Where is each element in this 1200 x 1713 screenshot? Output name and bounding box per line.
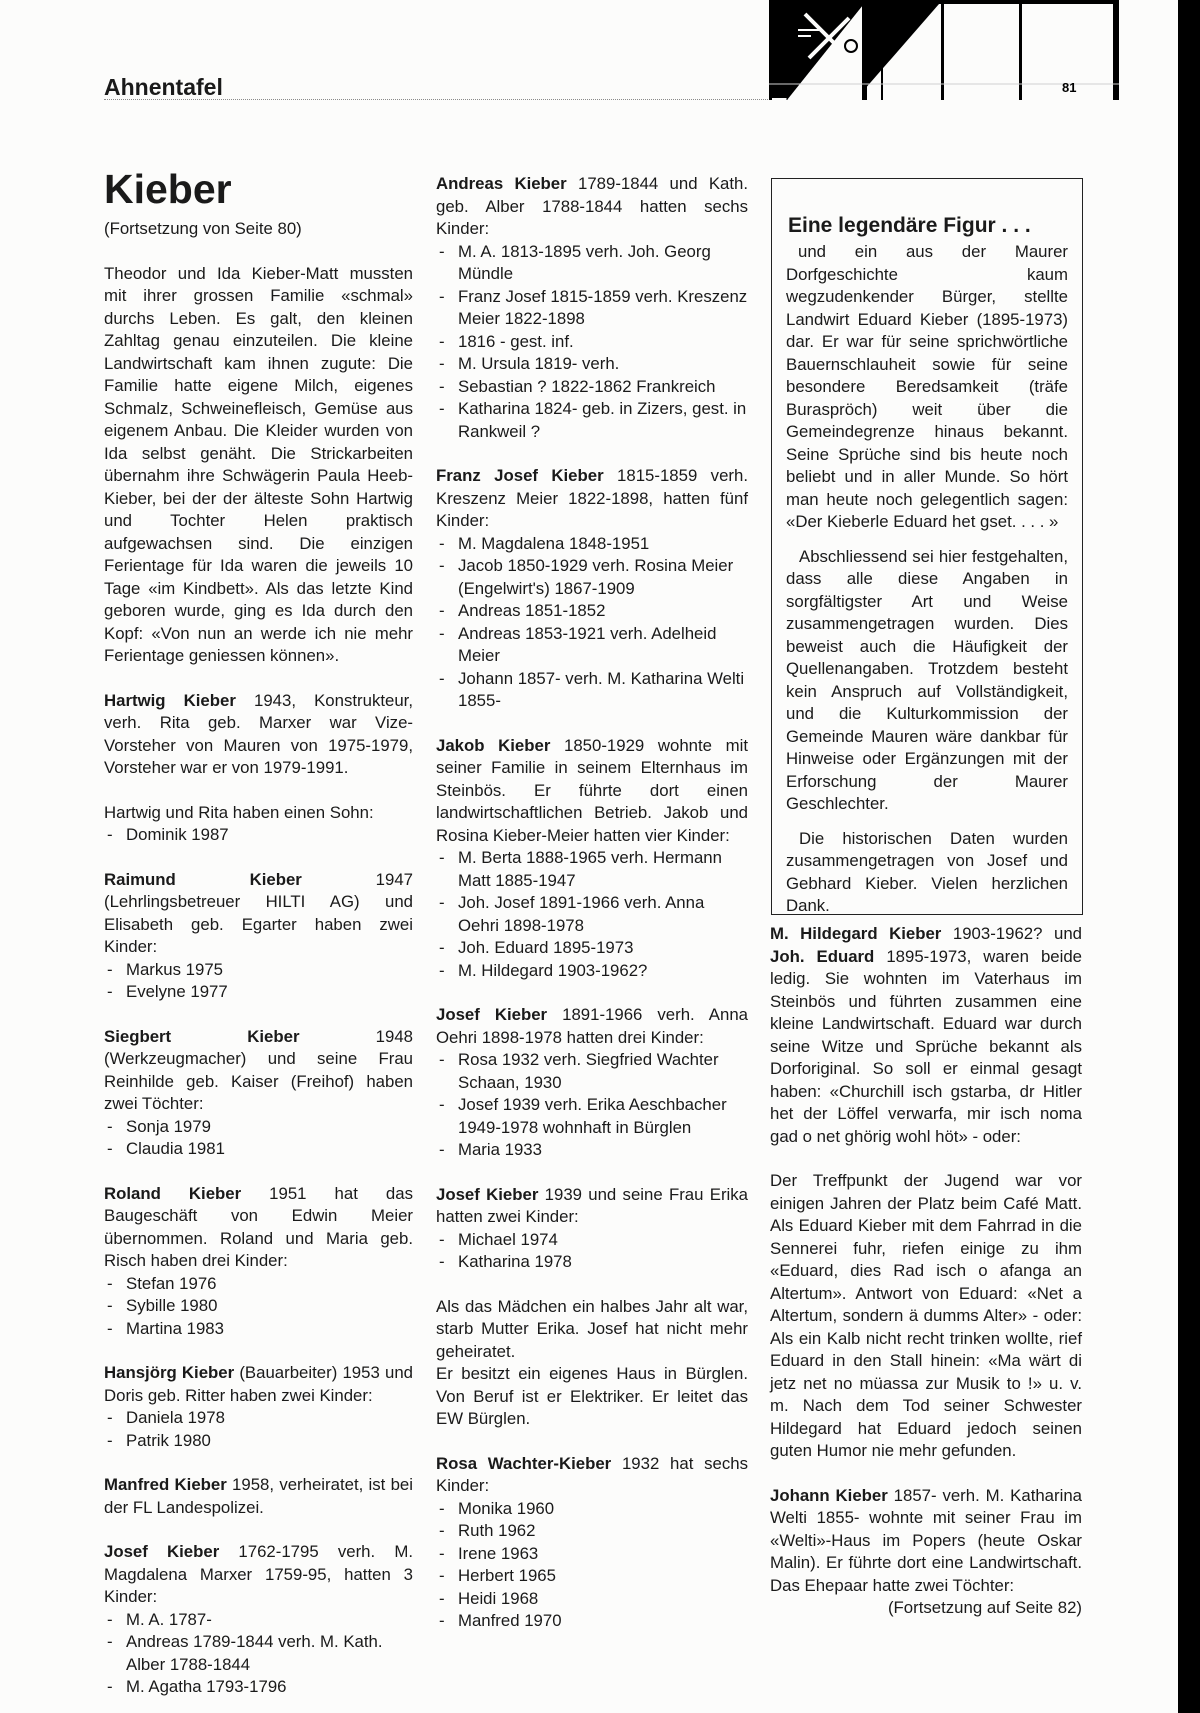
list-item: - Martina 1983: [104, 1318, 413, 1341]
entry-josef-1939: [436, 1184, 748, 1229]
list-item: - M. Magdalena 1848-1951: [436, 533, 748, 556]
entry-name: Franz Josef Kieber: [436, 466, 604, 485]
subtitle: (Fortsetzung von Seite 80): [104, 219, 302, 238]
josef-house-paragraph: Er besitzt ein eigenes Haus in Bürglen. Von Beruf ist er Elektriker. Er leitet das EW Bürglen.: [436, 1364, 748, 1428]
entry-text: 1815-1859 verh. Kreszenz Meier 1822-1898, hatten fünf Kinder:: [436, 466, 748, 530]
entry-text: 1951 hat das Baugeschäft von Edwin Meier übernommen. Roland und Maria geb. Risch haben drei Kinder:: [104, 1183, 413, 1270]
entry-name: Jakob Kieber: [436, 735, 551, 755]
list-item: - Jacob 1850-1929 verh. Rosina Meier (Engelwirt's) 1867-1909: [436, 555, 748, 600]
intro-paragraph: Theodor und Ida Kieber-Matt mussten mit ihrer grossen Familie «schmal» durchs Leben. Es galt, den kleinen Zahltag genau einzuteilen. Die kleine Landwirtschaft kam ihnen zugute: Die Familie hatte eigene Milch, eigenes Schmalz, Schweinefleisch, Gemüse aus eigenem Anbau. Die Kleider wurden von Ida selbst genäht. Die Strickarbeiten übernahm ihre Schwägerin Paula Heeb-Kieber, bei der der älteste Sohn Hartwig und Tochter Helen praktisch aufgewachsen sind. Die einzigen Ferientage für Ida waren die jeweils 10 Tage «im Kindbett». Als das letzte Kind geboren wurde, ging es Ida durch den Kopf: «Von nun an werde ich nie mehr Ferientage geniessen können».: [104, 263, 413, 665]
entry-text: 1932 hat sechs Kinder:: [436, 1453, 748, 1495]
entry-name: Hartwig Kieber: [104, 690, 236, 710]
entry-name: Raimund Kieber: [104, 869, 302, 889]
list-item: - M. Hildegard 1903-1962?: [436, 960, 748, 983]
list-item: - M. Ursula 1819- verh.: [436, 353, 748, 376]
treffpunkt-paragraph: Der Treffpunkt der Jugend war vor einigen Jahren der Platz beim Café Matt. Als Eduard Kieber mit dem Fahrrad in die Sennerei fuhr, riefen einige zu ihm «Eduard, dies Rad isch o afanga an Altertum». Antwort von Eduard: «Net a Altertum, sondern ä dumms Alter» - oder: Als ein Kalb nicht recht trinken wollte, rief Eduard in den Stall hinein: «Ma wärt di jetz net no müassa zur Musik to !» u. v. m. Nach dem Tod seiner Schwester Hildegard hat Eduard jedoch seinen guten Humor nie mehr gefunden.: [770, 1171, 1082, 1460]
entry-text: 1947 (Lehrlingsbetreuer HILTI AG) und Elisabeth geb. Egarter haben zwei Kinder:: [104, 869, 413, 956]
children-list-josef-1762: [104, 1609, 413, 1699]
box-paragraph: und ein aus der Maurer Dorfgeschichte kaum wegzudenkender Bürger, stellte Landwirt Eduard Kieber (1895-1973) dar. Er war für seine sprichwörtliche Bauernschlauheit sowie für seine besondere Beredsamkeit (träfe Buraspröch) weit über die Gemeindegrenze hinaus bekannt. Seine Sprüche sind bis heute noch beliebt und in aller Munde. So hört man heute noch gelegentlich sagen: «Der Kieberle Eduard het gset. . . . »: [786, 242, 1068, 531]
entry-hartwig: [104, 690, 413, 780]
entry-name: Rosa Wachter-Kieber: [436, 1453, 612, 1473]
entry-josef-1762: [104, 1541, 413, 1609]
list-item: - Sybille 1980: [104, 1295, 413, 1318]
children-list-andreas: [436, 241, 748, 444]
entry-josef-1891: [436, 1004, 748, 1049]
entry-text: (Bauarbeiter) 1953 und Doris geb. Ritter haben zwei Kinder:: [104, 1363, 413, 1405]
list-item: - Andreas 1789-1844 verh. M. Kath. Alber 1788-1844: [104, 1631, 413, 1676]
entry-roland: [104, 1183, 413, 1273]
entry-text: 1857- verh. M. Katharina Welti 1855- wohnte mit seiner Frau im «Welti»-Haus im Popers (heute Oskar Malin). Er führte dort eine Landwirtschaft. Das Ehepaar hatte zwei Töchter:: [770, 1485, 1082, 1595]
list-item: - Joh. Josef 1891-1966 verh. Anna Oehri 1898-1978: [436, 892, 748, 937]
entry-text: 1789-1844 und Kath. geb. Alber 1788-1844 hatten sechs Kinder:: [436, 174, 749, 238]
list-item: - Rosa 1932 verh. Siegfried Wachter Schaan, 1930: [436, 1049, 748, 1094]
list-item: - Katharina 1978: [436, 1251, 748, 1274]
box-paragraph: Die historischen Daten wurden zusammengetragen von Josef und Gebhard Kieber. Vielen herzlichen Dank.: [786, 828, 1068, 915]
entry-andreas: [436, 173, 748, 241]
children-list-roland: [104, 1273, 413, 1341]
list-item: - Claudia 1981: [104, 1138, 413, 1161]
column-right: [770, 923, 1082, 1620]
entry-name: Hansjörg Kieber: [104, 1363, 235, 1382]
section-title: Ahnentafel: [104, 74, 223, 100]
list-item: - Johann 1857- verh. M. Katharina Welti 1855-: [436, 668, 748, 713]
list-item: - Michael 1974: [436, 1229, 748, 1252]
children-list-josef-1939: [436, 1229, 748, 1274]
entry-manfred: [104, 1474, 413, 1519]
list-item: - Heidi 1968: [436, 1588, 748, 1611]
list-item: - Dominik 1987: [104, 824, 413, 847]
entry-hildegard-eduard: [770, 923, 1082, 1148]
entry-text: 1762-1795 verh. M. Magdalena Marxer 1759-95, hatten 3 Kinder:: [104, 1542, 413, 1606]
entry-franz-josef: [436, 465, 748, 533]
entry-text-2: 1895-1973, waren beide ledig. Sie wohnten im Vaterhaus im Steinbös und führten zusammen eine kleine Landwirtschaft. Eduard war durch seine Witze und Sprüche bekannt als Dorforiginal. So soll er einmal gesagt haben: «Churchill isch gstarba, dr Hitler het der Löffel verwarfa, mir isch noma gad o net ghörig wohl höt» - oder:: [770, 946, 1082, 1146]
entry-name: Josef Kieber: [436, 1184, 539, 1204]
page-title: Kieber: [104, 166, 232, 212]
list-item: - Andreas 1853-1921 verh. Adelheid Meier: [436, 623, 748, 668]
entry-name: Manfred Kieber: [104, 1475, 227, 1494]
entry-text: 1903-1962? und: [941, 924, 1082, 943]
entry-text: 1939 und seine Frau Erika hatten zwei Kinder:: [436, 1184, 748, 1226]
list-item: - Sebastian ? 1822-1862 Frankreich: [436, 376, 748, 399]
column-middle: [436, 173, 748, 1655]
list-item: - Evelyne 1977: [104, 981, 413, 1004]
list-item: - Franz Josef 1815-1859 verh. Kreszenz Meier 1822-1898: [436, 286, 748, 331]
box-title: Eine legendäre Figur . . .: [788, 214, 1031, 237]
children-list-siegbert: [104, 1116, 413, 1161]
list-item: - Ruth 1962: [436, 1520, 748, 1543]
children-list-franz-josef: [436, 533, 748, 713]
list-item: - Joh. Eduard 1895-1973: [436, 937, 748, 960]
list-item: - Irene 1963: [436, 1543, 748, 1566]
list-item: - Sonja 1979: [104, 1116, 413, 1139]
list-item: - 1816 - gest. inf.: [436, 331, 748, 354]
list-item: - M. A. 1813-1895 verh. Joh. Georg Mündle: [436, 241, 748, 286]
children-list-josef-1891: [436, 1049, 748, 1162]
entry-name-2: Joh. Eduard: [770, 946, 875, 966]
continued-note: (Fortsetzung auf Seite 82): [887, 1598, 1082, 1617]
children-list-raimund: [104, 959, 413, 1004]
list-item: - Markus 1975: [104, 959, 413, 982]
entry-name: Andreas Kieber: [436, 174, 567, 193]
list-item: - M. Berta 1888-1965 verh. Hermann Matt 1885-1947: [436, 847, 748, 892]
children-list-hansjoerg: [104, 1407, 413, 1452]
list-item: - M. A. 1787-: [104, 1609, 413, 1632]
list-item: - Monika 1960: [436, 1498, 748, 1521]
entry-name: Josef Kieber: [104, 1542, 220, 1561]
entry-text: 1850-1929 wohnte mit seiner Familie in seinem Elternhaus im Steinbös. Er führte dort einen landwirtschaftlichen Betrieb. Jakob und Rosina Kieber-Meier hatten vier Kinder:: [436, 735, 748, 845]
entry-raimund: [104, 869, 413, 959]
sidebar-box-legendary-figure: [771, 178, 1083, 915]
entry-rosa: [436, 1453, 748, 1498]
header-divider: [104, 99, 770, 100]
list-item: - Stefan 1976: [104, 1273, 413, 1296]
box-paragraph: Abschliessend sei hier festgehalten, dass alle diese Angaben in sorgfältigster Art und Weise zusammengetragen wurden. Dies beweist auch die Häufigkeit der Quellenangaben. Trotzdem besteht kein Anspruch auf Vollständigkeit, und die Kulturkommission der Gemeinde Mauren wäre dankbar für Hinweise oder Ergänzungen mit der Erforschung der Maurer Geschlechter.: [786, 546, 1068, 813]
children-list-jakob: [436, 847, 748, 982]
list-item: - Maria 1933: [436, 1139, 748, 1162]
entry-siegbert: [104, 1026, 413, 1116]
list-item: - Josef 1939 verh. Erika Aeschbacher 1949-1978 wohnhaft in Bürglen: [436, 1094, 748, 1139]
entry-name: M. Hildegard Kieber: [770, 924, 942, 943]
children-list-hartwig: [104, 824, 413, 847]
entry-text: 1948 (Werkzeugmacher) und seine Frau Reinhilde geb. Kaiser (Freihof) haben zwei Töchter:: [104, 1026, 413, 1113]
entry-hartwig-children-intro: Hartwig und Rita haben einen Sohn:: [104, 802, 374, 822]
entry-jakob: [436, 735, 748, 848]
list-item: - Herbert 1965: [436, 1565, 748, 1588]
entry-hansjoerg: [104, 1362, 413, 1407]
entry-text: 1891-1966 verh. Anna Oehri 1898-1978 hatten drei Kinder:: [436, 1005, 748, 1047]
column-left: [104, 218, 413, 1713]
entry-name: Siegbert Kieber: [104, 1026, 300, 1046]
erika-paragraph: Als das Mädchen ein halbes Jahr alt war, starb Mutter Erika. Josef hat nicht mehr geheiratet.: [436, 1296, 748, 1361]
entry-name: Roland Kieber: [104, 1183, 242, 1203]
list-item: - M. Agatha 1793-1796: [104, 1676, 413, 1699]
list-item: - Patrik 1980: [104, 1430, 413, 1453]
entry-text: 1943, Konstrukteur, verh. Rita geb. Marxer war Vize-Vorsteher von Mauren von 1975-1979, Vorsteher war er von 1979-1991.: [104, 690, 413, 777]
list-item: - Daniela 1978: [104, 1407, 413, 1430]
list-item: - Manfred 1970: [436, 1610, 748, 1633]
entry-name: Josef Kieber: [436, 1005, 548, 1024]
list-item: - Andreas 1851-1852: [436, 600, 748, 623]
page-number: 81: [1062, 80, 1077, 95]
entry-johann: [770, 1485, 1082, 1598]
entry-name: Johann Kieber: [770, 1485, 888, 1505]
entry-text: 1958, verheiratet, ist bei der FL Landespolizei.: [104, 1475, 413, 1517]
list-item: - Katharina 1824- geb. in Zizers, gest. in Rankweil ?: [436, 398, 748, 443]
children-list-rosa: [436, 1498, 748, 1633]
